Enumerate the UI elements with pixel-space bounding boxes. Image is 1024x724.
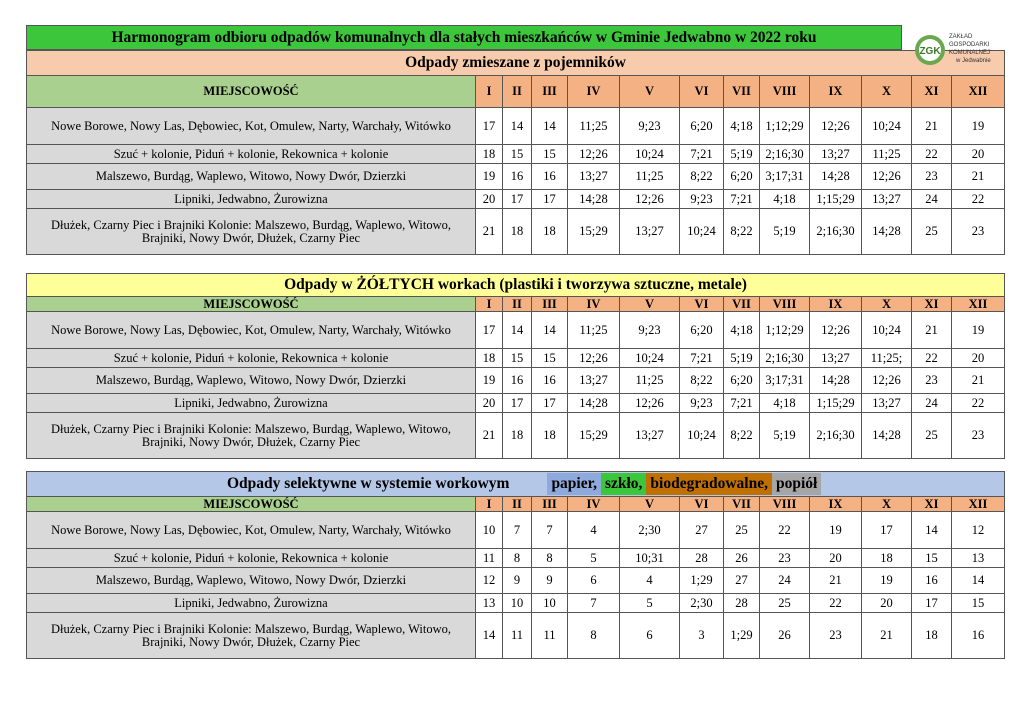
date-cell: 12;26 bbox=[568, 349, 620, 368]
legend-tag-1: papier, bbox=[547, 473, 601, 495]
date-cell: 2;16;30 bbox=[760, 145, 810, 164]
date-cell: 17 bbox=[862, 512, 912, 549]
date-cell: 17 bbox=[532, 190, 568, 209]
section-title-text: Odpady w ŻÓŁTYCH workach (plastiki i tworzywa sztuczne, metale) bbox=[284, 276, 747, 293]
date-cell: 2;16;30 bbox=[810, 413, 862, 459]
date-cell: 20 bbox=[810, 549, 862, 568]
date-cell: 20 bbox=[476, 394, 503, 413]
table-row bbox=[26, 368, 1005, 394]
date-cell: 22 bbox=[760, 512, 810, 549]
date-cell: 5;19 bbox=[724, 349, 760, 368]
date-cell: 19 bbox=[476, 368, 503, 394]
date-cell: 19 bbox=[476, 164, 503, 190]
date-cell: 6;20 bbox=[724, 164, 760, 190]
month-header: V bbox=[620, 497, 680, 512]
date-cell: 28 bbox=[680, 549, 724, 568]
date-cell: 18 bbox=[532, 209, 568, 255]
date-cell: 11;25 bbox=[568, 108, 620, 145]
date-cell: 10;24 bbox=[862, 108, 912, 145]
date-cell: 13;27 bbox=[810, 349, 862, 368]
logo-mark: ZGK bbox=[919, 46, 941, 57]
date-cell: 14 bbox=[952, 568, 1005, 594]
date-cell: 17 bbox=[503, 190, 532, 209]
location-cell: Malszewo, Burdąg, Waplewo, Witowo, Nowy Dwór, Dzierzki bbox=[26, 568, 476, 594]
date-cell: 5 bbox=[620, 594, 680, 613]
date-cell: 2;30 bbox=[620, 512, 680, 549]
date-cell: 25 bbox=[912, 209, 952, 255]
date-cell: 1;29 bbox=[680, 568, 724, 594]
location-cell: Szuć + kolonie, Piduń + kolonie, Rekownica + kolonie bbox=[26, 349, 476, 368]
date-cell: 17 bbox=[532, 394, 568, 413]
month-header: IV bbox=[568, 297, 620, 312]
date-cell: 3;17;31 bbox=[760, 164, 810, 190]
date-cell: 1;15;29 bbox=[810, 394, 862, 413]
location-header: MIEJSCOWOŚĆ bbox=[26, 297, 476, 312]
date-cell: 10 bbox=[476, 512, 503, 549]
table-row bbox=[26, 413, 1005, 459]
date-cell: 12;26 bbox=[620, 394, 680, 413]
date-cell: 12;26 bbox=[862, 368, 912, 394]
date-cell: 14;28 bbox=[810, 164, 862, 190]
date-cell: 21 bbox=[476, 209, 503, 255]
date-cell: 17 bbox=[503, 394, 532, 413]
month-header: VI bbox=[680, 297, 724, 312]
date-cell: 10;24 bbox=[680, 209, 724, 255]
location-cell: Malszewo, Burdąg, Waplewo, Witowo, Nowy Dwór, Dzierzki bbox=[26, 368, 476, 394]
date-cell: 5;19 bbox=[724, 145, 760, 164]
location-cell: Dłużek, Czarny Piec i Brajniki Kolonie: Malszewo, Burdąg, Waplewo, Witowo, Brajniki, Nowy Dwór, Dłużek, Czarny Piec bbox=[26, 613, 476, 659]
date-cell: 15 bbox=[503, 145, 532, 164]
section-title-text: Odpady zmieszane z pojemników bbox=[405, 54, 626, 71]
date-cell: 27 bbox=[724, 568, 760, 594]
date-cell: 12;26 bbox=[568, 145, 620, 164]
date-cell: 5 bbox=[568, 549, 620, 568]
date-cell: 27 bbox=[680, 512, 724, 549]
date-cell: 11 bbox=[476, 549, 503, 568]
date-cell: 12;26 bbox=[810, 312, 862, 349]
month-header: VIII bbox=[760, 497, 810, 512]
date-cell: 2;16;30 bbox=[760, 349, 810, 368]
date-cell: 1;15;29 bbox=[810, 190, 862, 209]
date-cell: 8;22 bbox=[680, 164, 724, 190]
date-cell: 26 bbox=[760, 613, 810, 659]
date-cell: 4 bbox=[620, 568, 680, 594]
section-title-2 bbox=[26, 273, 1005, 297]
date-cell: 10 bbox=[532, 594, 568, 613]
section-title-3 bbox=[26, 471, 1005, 497]
date-cell: 2;30 bbox=[680, 594, 724, 613]
date-cell: 13 bbox=[476, 594, 503, 613]
date-cell: 25 bbox=[760, 594, 810, 613]
date-cell: 12 bbox=[952, 512, 1005, 549]
location-cell: Nowe Borowe, Nowy Las, Dębowiec, Kot, Omulew, Narty, Warchały, Witówko bbox=[26, 108, 476, 145]
location-header: MIEJSCOWOŚĆ bbox=[26, 76, 476, 108]
page-title: Harmonogram odbioru odpadów komunalnych dla stałych mieszkańców w Gminie Jedwabno w 2022 roku bbox=[26, 25, 902, 50]
date-cell: 13;27 bbox=[620, 413, 680, 459]
date-cell: 19 bbox=[952, 108, 1005, 145]
date-cell: 23 bbox=[912, 164, 952, 190]
date-cell: 15 bbox=[912, 549, 952, 568]
date-cell: 15 bbox=[532, 349, 568, 368]
location-cell: Lipniki, Jedwabno, Żurowizna bbox=[26, 394, 476, 413]
date-cell: 16 bbox=[532, 368, 568, 394]
date-cell: 9 bbox=[503, 568, 532, 594]
date-cell: 11;25 bbox=[620, 368, 680, 394]
date-cell: 13 bbox=[952, 549, 1005, 568]
date-cell: 3;17;31 bbox=[760, 368, 810, 394]
location-cell: Nowe Borowe, Nowy Las, Dębowiec, Kot, Omulew, Narty, Warchały, Witówko bbox=[26, 312, 476, 349]
date-cell: 11;25 bbox=[620, 164, 680, 190]
date-cell: 18 bbox=[503, 413, 532, 459]
date-cell: 22 bbox=[912, 349, 952, 368]
table-row bbox=[26, 209, 1005, 255]
date-cell: 15 bbox=[532, 145, 568, 164]
date-cell: 14;28 bbox=[568, 394, 620, 413]
section-title-text: Odpady selektywne w systemie workowym bbox=[227, 475, 510, 492]
header-row bbox=[26, 76, 1005, 108]
date-cell: 15 bbox=[952, 594, 1005, 613]
date-cell: 22 bbox=[810, 594, 862, 613]
date-cell: 5;19 bbox=[760, 209, 810, 255]
date-cell: 9 bbox=[532, 568, 568, 594]
date-cell: 18 bbox=[912, 613, 952, 659]
date-cell: 17 bbox=[912, 594, 952, 613]
date-cell: 13;27 bbox=[810, 145, 862, 164]
month-header: X bbox=[862, 76, 912, 108]
date-cell: 7 bbox=[568, 594, 620, 613]
date-cell: 9;23 bbox=[680, 394, 724, 413]
date-cell: 24 bbox=[912, 394, 952, 413]
month-header: III bbox=[532, 76, 568, 108]
date-cell: 10;24 bbox=[620, 349, 680, 368]
table-row bbox=[26, 349, 1005, 368]
table-row bbox=[26, 549, 1005, 568]
month-header: X bbox=[862, 497, 912, 512]
month-header: IX bbox=[810, 497, 862, 512]
date-cell: 15;29 bbox=[568, 413, 620, 459]
date-cell: 14 bbox=[532, 312, 568, 349]
date-cell: 5;19 bbox=[760, 413, 810, 459]
date-cell: 9;23 bbox=[620, 312, 680, 349]
date-cell: 25 bbox=[912, 413, 952, 459]
date-cell: 14 bbox=[503, 108, 532, 145]
table-row bbox=[26, 568, 1005, 594]
date-cell: 13;27 bbox=[568, 368, 620, 394]
month-header: III bbox=[532, 297, 568, 312]
date-cell: 10;24 bbox=[680, 413, 724, 459]
month-header: VIII bbox=[760, 76, 810, 108]
date-cell: 10;24 bbox=[620, 145, 680, 164]
date-cell: 7 bbox=[532, 512, 568, 549]
month-header: IV bbox=[568, 497, 620, 512]
date-cell: 25 bbox=[724, 512, 760, 549]
date-cell: 12 bbox=[476, 568, 503, 594]
location-header: MIEJSCOWOŚĆ bbox=[26, 497, 476, 512]
date-cell: 15;29 bbox=[568, 209, 620, 255]
date-cell: 12;26 bbox=[620, 190, 680, 209]
date-cell: 21 bbox=[862, 613, 912, 659]
date-cell: 12;26 bbox=[862, 164, 912, 190]
date-cell: 11;25 bbox=[568, 312, 620, 349]
date-cell: 1;29 bbox=[724, 613, 760, 659]
logo-line-2: GOSPODARKI bbox=[949, 42, 990, 48]
logo-line-4: w Jedwabnie bbox=[956, 58, 991, 64]
date-cell: 22 bbox=[952, 190, 1005, 209]
date-cell: 1;12;29 bbox=[760, 312, 810, 349]
date-cell: 7 bbox=[503, 512, 532, 549]
date-cell: 3 bbox=[680, 613, 724, 659]
date-cell: 23 bbox=[810, 613, 862, 659]
month-header: I bbox=[476, 76, 503, 108]
date-cell: 6 bbox=[620, 613, 680, 659]
header-row bbox=[26, 497, 1005, 512]
date-cell: 9;23 bbox=[620, 108, 680, 145]
table-row bbox=[26, 312, 1005, 349]
month-header: I bbox=[476, 297, 503, 312]
month-header: II bbox=[503, 497, 532, 512]
date-cell: 21 bbox=[952, 164, 1005, 190]
date-cell: 7;21 bbox=[724, 190, 760, 209]
date-cell: 18 bbox=[476, 145, 503, 164]
date-cell: 16 bbox=[952, 613, 1005, 659]
date-cell: 12;26 bbox=[810, 108, 862, 145]
date-cell: 16 bbox=[503, 164, 532, 190]
date-cell: 16 bbox=[503, 368, 532, 394]
date-cell: 14 bbox=[476, 613, 503, 659]
month-header: IX bbox=[810, 76, 862, 108]
location-cell: Lipniki, Jedwabno, Żurowizna bbox=[26, 190, 476, 209]
date-cell: 21 bbox=[912, 108, 952, 145]
date-cell: 4;18 bbox=[724, 108, 760, 145]
date-cell: 11 bbox=[503, 613, 532, 659]
location-cell: Malszewo, Burdąg, Waplewo, Witowo, Nowy Dwór, Dzierzki bbox=[26, 164, 476, 190]
date-cell: 8 bbox=[532, 549, 568, 568]
month-header: VI bbox=[680, 76, 724, 108]
date-cell: 16 bbox=[532, 164, 568, 190]
legend-tag-4: popiół bbox=[772, 473, 821, 495]
date-cell: 20 bbox=[952, 349, 1005, 368]
date-cell: 20 bbox=[476, 190, 503, 209]
month-header: XI bbox=[912, 497, 952, 512]
date-cell: 8;22 bbox=[724, 413, 760, 459]
month-header: XII bbox=[952, 497, 1005, 512]
date-cell: 21 bbox=[810, 568, 862, 594]
location-cell: Dłużek, Czarny Piec i Brajniki Kolonie: Malszewo, Burdąg, Waplewo, Witowo, Brajniki, Nowy Dwór, Dłużek, Czarny Piec bbox=[26, 413, 476, 459]
date-cell: 18 bbox=[503, 209, 532, 255]
date-cell: 24 bbox=[912, 190, 952, 209]
date-cell: 20 bbox=[862, 594, 912, 613]
legend-tag-2: szkło, bbox=[601, 473, 646, 495]
date-cell: 14;28 bbox=[862, 413, 912, 459]
month-header: VII bbox=[724, 497, 760, 512]
month-header: III bbox=[532, 497, 568, 512]
date-cell: 24 bbox=[760, 568, 810, 594]
month-header: XI bbox=[912, 297, 952, 312]
location-cell: Szuć + kolonie, Piduń + kolonie, Rekownica + kolonie bbox=[26, 549, 476, 568]
date-cell: 10;31 bbox=[620, 549, 680, 568]
date-cell: 10;24 bbox=[862, 312, 912, 349]
date-cell: 22 bbox=[912, 145, 952, 164]
table-row bbox=[26, 164, 1005, 190]
date-cell: 23 bbox=[952, 413, 1005, 459]
month-header: II bbox=[503, 297, 532, 312]
date-cell: 18 bbox=[532, 413, 568, 459]
date-cell: 26 bbox=[724, 549, 760, 568]
date-cell: 4;18 bbox=[724, 312, 760, 349]
location-cell: Szuć + kolonie, Piduń + kolonie, Rekownica + kolonie bbox=[26, 145, 476, 164]
month-header: V bbox=[620, 76, 680, 108]
date-cell: 14;28 bbox=[568, 190, 620, 209]
date-cell: 7;21 bbox=[724, 394, 760, 413]
date-cell: 10 bbox=[503, 594, 532, 613]
date-cell: 15 bbox=[503, 349, 532, 368]
legend-tag-3: biodegradowalne, bbox=[646, 473, 772, 495]
date-cell: 8 bbox=[568, 613, 620, 659]
date-cell: 17 bbox=[476, 108, 503, 145]
logo-line-1: ZAKŁAD bbox=[949, 34, 973, 40]
date-cell: 11;25 bbox=[862, 145, 912, 164]
month-header: IV bbox=[568, 76, 620, 108]
date-cell: 11 bbox=[532, 613, 568, 659]
date-cell: 6 bbox=[568, 568, 620, 594]
date-cell: 19 bbox=[952, 312, 1005, 349]
date-cell: 14 bbox=[503, 312, 532, 349]
date-cell: 9;23 bbox=[680, 190, 724, 209]
logo-line-3: KOMUNALNEJ bbox=[949, 50, 991, 56]
date-cell: 13;27 bbox=[568, 164, 620, 190]
date-cell: 17 bbox=[476, 312, 503, 349]
date-cell: 18 bbox=[862, 549, 912, 568]
date-cell: 6;20 bbox=[680, 312, 724, 349]
date-cell: 8 bbox=[503, 549, 532, 568]
table-row bbox=[26, 190, 1005, 209]
date-cell: 6;20 bbox=[724, 368, 760, 394]
date-cell: 19 bbox=[862, 568, 912, 594]
month-header: X bbox=[862, 297, 912, 312]
table-row bbox=[26, 145, 1005, 164]
table-row bbox=[26, 594, 1005, 613]
location-cell: Lipniki, Jedwabno, Żurowizna bbox=[26, 594, 476, 613]
month-header: XII bbox=[952, 297, 1005, 312]
section-title-1 bbox=[26, 50, 1005, 76]
date-cell: 23 bbox=[912, 368, 952, 394]
date-cell: 2;16;30 bbox=[810, 209, 862, 255]
date-cell: 14;28 bbox=[810, 368, 862, 394]
date-cell: 21 bbox=[912, 312, 952, 349]
date-cell: 20 bbox=[952, 145, 1005, 164]
date-cell: 21 bbox=[476, 413, 503, 459]
date-cell: 8;22 bbox=[724, 209, 760, 255]
date-cell: 13;27 bbox=[862, 190, 912, 209]
date-cell: 1;12;29 bbox=[760, 108, 810, 145]
date-cell: 22 bbox=[952, 394, 1005, 413]
date-cell: 13;27 bbox=[862, 394, 912, 413]
month-header: IX bbox=[810, 297, 862, 312]
zgk-logo bbox=[912, 28, 1012, 76]
date-cell: 28 bbox=[724, 594, 760, 613]
month-header: XII bbox=[952, 76, 1005, 108]
month-header: V bbox=[620, 297, 680, 312]
table-row bbox=[26, 394, 1005, 413]
date-cell: 8;22 bbox=[680, 368, 724, 394]
date-cell: 14;28 bbox=[862, 209, 912, 255]
table-row bbox=[26, 108, 1005, 145]
table-row bbox=[26, 613, 1005, 659]
location-cell: Dłużek, Czarny Piec i Brajniki Kolonie: Malszewo, Burdąg, Waplewo, Witowo, Brajniki, Nowy Dwór, Dłużek, Czarny Piec bbox=[26, 209, 476, 255]
location-cell: Nowe Borowe, Nowy Las, Dębowiec, Kot, Omulew, Narty, Warchały, Witówko bbox=[26, 512, 476, 549]
date-cell: 16 bbox=[912, 568, 952, 594]
date-cell: 4 bbox=[568, 512, 620, 549]
date-cell: 7;21 bbox=[680, 145, 724, 164]
month-header: VI bbox=[680, 497, 724, 512]
month-header: II bbox=[503, 76, 532, 108]
month-header: VII bbox=[724, 76, 760, 108]
table-row bbox=[26, 512, 1005, 549]
date-cell: 4;18 bbox=[760, 190, 810, 209]
month-header: VII bbox=[724, 297, 760, 312]
date-cell: 4;18 bbox=[760, 394, 810, 413]
date-cell: 19 bbox=[810, 512, 862, 549]
date-cell: 23 bbox=[760, 549, 810, 568]
date-cell: 14 bbox=[912, 512, 952, 549]
date-cell: 14 bbox=[532, 108, 568, 145]
date-cell: 21 bbox=[952, 368, 1005, 394]
date-cell: 18 bbox=[476, 349, 503, 368]
month-header: I bbox=[476, 497, 503, 512]
month-header: XI bbox=[912, 76, 952, 108]
date-cell: 13;27 bbox=[620, 209, 680, 255]
date-cell: 23 bbox=[952, 209, 1005, 255]
date-cell: 11;25; bbox=[862, 349, 912, 368]
date-cell: 7;21 bbox=[680, 349, 724, 368]
month-header: VIII bbox=[760, 297, 810, 312]
date-cell: 6;20 bbox=[680, 108, 724, 145]
header-row bbox=[26, 297, 1005, 312]
